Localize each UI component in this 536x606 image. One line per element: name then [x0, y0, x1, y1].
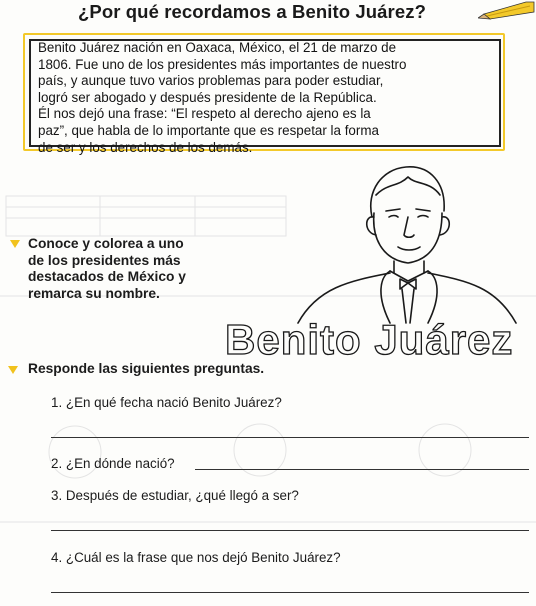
answer-line-3[interactable]: [51, 530, 529, 531]
answer-line-4[interactable]: [51, 592, 529, 593]
question-2: 2. ¿En dónde nació?: [51, 456, 175, 471]
portrait-name-outline[interactable]: [221, 310, 531, 370]
answer-line-2[interactable]: [195, 469, 529, 470]
page-title: ¿Por qué recordamos a Benito Juárez?: [78, 1, 426, 22]
bullet-triangle-icon: [10, 240, 20, 248]
instruction-line: remarca su nombre.: [28, 285, 160, 301]
biography-line: paz”, que habla de lo importante que es respetar la forma: [38, 122, 379, 138]
instruction-line: de los presidentes más: [28, 252, 181, 268]
biography-text: [38, 40, 500, 156]
biography-line: logró ser abogado y después presidente de la República.: [38, 89, 377, 105]
biography-line: Benito Juárez nación en Oaxaca, México, el 21 de marzo de: [38, 40, 397, 55]
question-4: 4. ¿Cuál es la frase que nos dejó Benito Juárez?: [51, 550, 341, 565]
portrait-name-text: Benito Juárez: [225, 316, 514, 363]
biography-line: 1806. Fue uno de los presidentes más importantes de nuestro: [38, 56, 407, 72]
bullet-triangle-icon: [8, 366, 18, 374]
biography-line: de ser y los derechos de los demás.: [38, 139, 253, 155]
questions-header: Responde las siguientes preguntas.: [28, 361, 265, 376]
question-1: 1. ¿En qué fecha nació Benito Juárez?: [51, 395, 282, 410]
question-3: 3. Después de estudiar, ¿qué llegó a ser?: [51, 488, 299, 503]
instruction-line: destacados de México y: [28, 269, 186, 284]
biography-line: país, y aunque tuvo varios problemas para poder estudiar,: [38, 73, 384, 89]
instruction-line: Conoce y colorea a uno: [28, 236, 184, 251]
biography-box: [23, 33, 505, 155]
biography-line: Él nos dejó una frase: “El respeto al derecho ajeno es la: [38, 106, 371, 122]
coloring-instruction: [28, 236, 238, 302]
benito-juarez-portrait-drawing[interactable]: [290, 155, 525, 325]
answer-line-1[interactable]: [51, 437, 529, 438]
pencil-icon: [478, 0, 536, 20]
